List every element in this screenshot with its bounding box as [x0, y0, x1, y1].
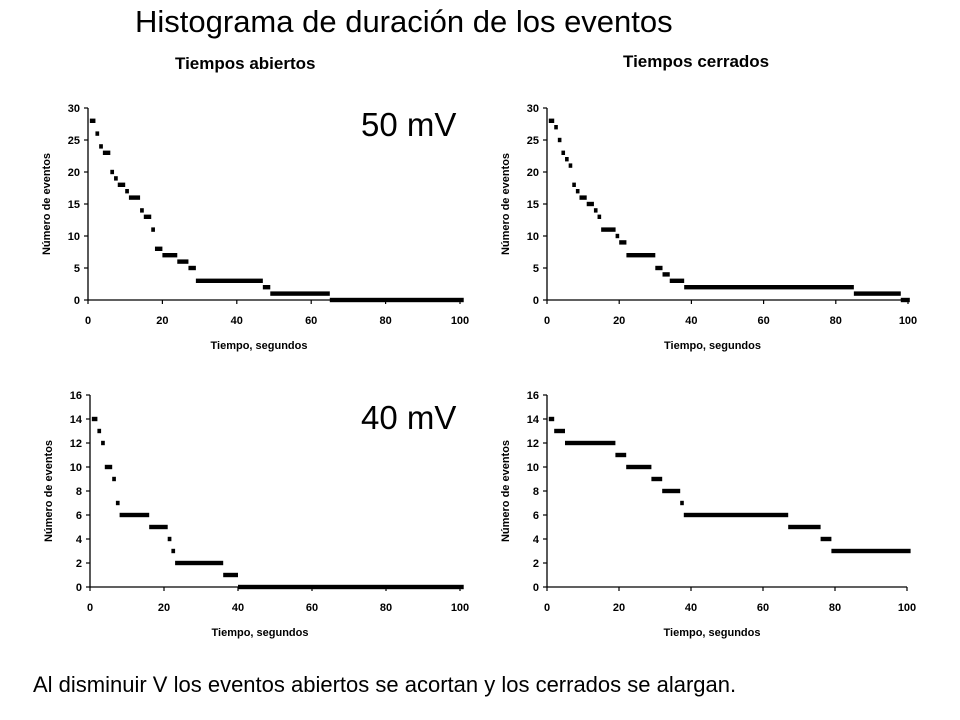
y-tick-label: 6: [75, 510, 82, 522]
y-tick-label: 15: [526, 199, 539, 211]
data-segment: [662, 489, 680, 493]
x-tick-label: 40: [231, 602, 245, 614]
x-tick-label: 40: [685, 315, 698, 327]
y-tick-label: 8: [532, 486, 539, 498]
data-segment: [821, 537, 832, 541]
y-tick-label: 12: [526, 438, 539, 450]
y-tick-label: 30: [67, 103, 80, 115]
y-axis-label: Número de eventos: [41, 152, 53, 256]
y-tick-label: 20: [526, 167, 539, 179]
y-tick-label: 20: [67, 167, 80, 179]
y-axis-label: Número de eventos: [500, 439, 512, 543]
x-tick-label: 100: [450, 602, 470, 614]
y-tick-label: 0: [75, 582, 82, 594]
y-tick-label: 12: [69, 438, 82, 450]
y-tick-label: 2: [532, 558, 539, 570]
y-axis-label: Número de eventos: [500, 152, 512, 256]
x-tick-label: 40: [230, 315, 243, 327]
x-tick-label: 60: [305, 315, 318, 327]
column-header-open: Tiempos abiertos: [175, 54, 316, 73]
x-tick-label: 80: [379, 602, 393, 614]
x-tick-label: 20: [612, 602, 626, 614]
x-tick-label: 60: [757, 315, 770, 327]
x-axis-label: Tiempo, segundos: [663, 627, 761, 639]
data-segment: [831, 549, 910, 553]
y-tick-label: 10: [69, 462, 82, 474]
x-tick-label: 100: [898, 315, 918, 327]
y-tick-label: 16: [526, 390, 539, 402]
voltage-label-40: 40 mV: [361, 399, 457, 436]
y-tick-label: 2: [75, 558, 82, 570]
y-tick-label: 0: [73, 295, 80, 307]
data-segment: [549, 417, 554, 421]
x-tick-label: 80: [379, 315, 392, 327]
data-segment: [554, 429, 565, 433]
x-tick-label: 80: [829, 315, 842, 327]
voltage-label-50: 50 mV: [361, 106, 457, 143]
y-tick-label: 14: [526, 414, 539, 426]
page-title: Histograma de duración de los eventos: [135, 4, 673, 39]
column-header-closed: Tiempos cerrados: [623, 52, 770, 71]
x-tick-label: 40: [684, 602, 698, 614]
data-segment: [651, 477, 662, 481]
footer-caption: Al disminuir V los eventos abiertos se acortan y los cerrados se alargan.: [33, 672, 737, 697]
y-tick-label: 5: [532, 263, 539, 275]
x-tick-label: 100: [897, 602, 917, 614]
x-tick-label: 0: [86, 602, 94, 614]
y-tick-label: 25: [526, 135, 539, 147]
x-tick-label: 0: [84, 315, 92, 327]
x-tick-label: 60: [305, 602, 319, 614]
x-tick-label: 80: [828, 602, 842, 614]
y-tick-label: 16: [69, 390, 82, 402]
y-tick-label: 30: [526, 103, 539, 115]
data-segment: [565, 441, 615, 445]
x-tick-label: 20: [613, 315, 626, 327]
x-axis-label: Tiempo, segundos: [664, 340, 761, 352]
x-tick-label: 100: [450, 315, 470, 327]
y-tick-label: 4: [75, 534, 82, 546]
x-tick-label: 60: [756, 602, 770, 614]
y-tick-label: 14: [69, 414, 82, 426]
y-tick-label: 15: [67, 199, 80, 211]
y-tick-label: 6: [532, 510, 539, 522]
y-tick-label: 10: [67, 231, 80, 243]
data-segment: [680, 501, 684, 505]
y-tick-label: 8: [75, 486, 82, 498]
y-tick-label: 10: [526, 462, 539, 474]
y-axis-label: Número de eventos: [43, 439, 55, 543]
x-tick-label: 0: [543, 602, 551, 614]
y-tick-label: 4: [532, 534, 539, 546]
x-axis-label: Tiempo, segundos: [211, 627, 309, 639]
x-tick-label: 20: [156, 315, 169, 327]
y-tick-label: 10: [526, 231, 539, 243]
y-tick-label: 25: [67, 135, 80, 147]
data-segment: [626, 465, 651, 469]
y-tick-label: 5: [73, 263, 80, 275]
data-segment: [615, 453, 626, 457]
x-tick-label: 0: [543, 315, 551, 327]
y-tick-label: 0: [532, 295, 539, 307]
y-tick-label: 0: [532, 582, 539, 594]
x-tick-label: 20: [157, 602, 171, 614]
data-segment: [684, 513, 788, 517]
x-axis-label: Tiempo, segundos: [210, 340, 308, 352]
data-segment: [788, 525, 820, 529]
